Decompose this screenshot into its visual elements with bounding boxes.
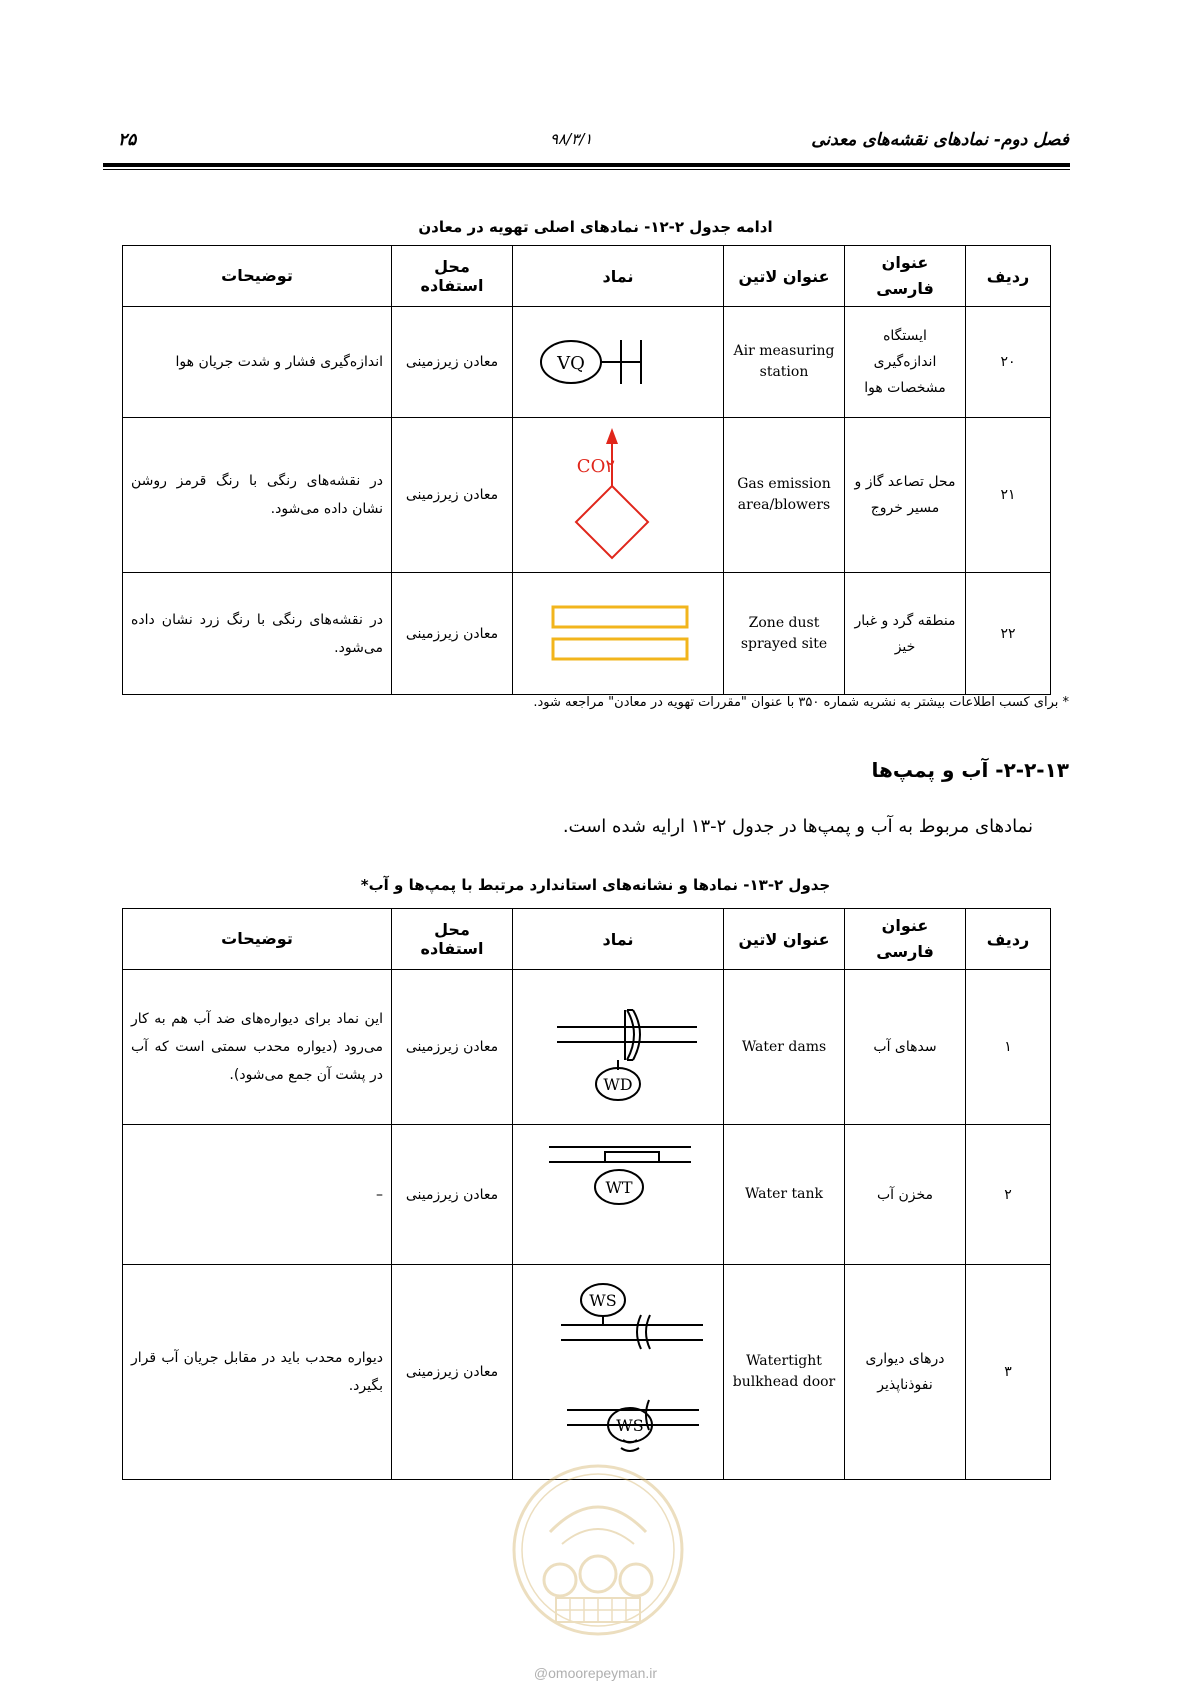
usage-location: معادن زیرزمینی [392, 307, 513, 418]
symbol-cell [513, 1265, 724, 1480]
latin-title: Watertight bulkhead door [724, 1265, 845, 1480]
col-header-latin: عنوان لاتین [724, 246, 845, 307]
page-number: ۲۵ [118, 130, 137, 150]
symbol-label: WD [603, 1075, 633, 1094]
row-number: ۲۲ [966, 573, 1051, 695]
chapter-title: فصل دوم- نمادهای نقشه‌های معدنی [811, 130, 1069, 150]
usage-location: معادن زیرزمینی [392, 1125, 513, 1265]
usage-location: معادن زیرزمینی [392, 418, 513, 573]
gas-emission-icon [513, 418, 723, 568]
water-dam-icon [513, 970, 723, 1120]
table-row [123, 970, 1051, 1125]
persian-title: سدهای آب [845, 970, 966, 1125]
latin-title: Water tank [724, 1125, 845, 1265]
watertight-door-icon [513, 1265, 723, 1475]
table13-caption: جدول ۲-۱۳- نمادها و نشانه‌های استاندارد مرتبط با پمپ‌ها و آب* [360, 876, 831, 894]
watermark-seal [510, 1462, 686, 1638]
watermark-url: @omoorepeyman.ir [533, 1665, 658, 1681]
symbol-cell [513, 307, 724, 418]
latin-title: Zone dust sprayed site [724, 573, 845, 695]
symbol-label: VQ [557, 353, 585, 374]
usage-location: معادن زیرزمینی [392, 1265, 513, 1480]
table-row [123, 418, 1051, 573]
symbol-label: WS [589, 1291, 617, 1310]
section-intro: نمادهای مربوط به آب و پمپ‌ها در جدول ۲-۱۳ ارایه شده است. [562, 816, 1033, 837]
col-header-use: محل استفاده [392, 246, 513, 307]
row-number: ۳ [966, 1265, 1051, 1480]
persian-title: درهای دیواری نفوذناپذیر [845, 1265, 966, 1480]
dust-zone-icon [513, 574, 723, 689]
col-header-symbol: نماد [513, 246, 724, 307]
symbol-cell [513, 1125, 724, 1265]
col-header-symbol: نماد [513, 909, 724, 970]
row-number: ۲ [966, 1125, 1051, 1265]
description: این نماد برای دیواره‌های ضد آب هم به کار می‌رود (دیواره محدب سمتی است که آب در پشت آن جمع می‌شود). [123, 970, 392, 1125]
col-header-latin: عنوان لاتین [724, 909, 845, 970]
table12-caption: ادامه جدول ۲-۱۲- نمادهای اصلی تهویه در معادن [418, 218, 773, 236]
col-header-desc: توضیحات [123, 909, 392, 970]
table13-header-row [123, 909, 1051, 970]
header-rule [103, 163, 1070, 167]
symbol-label: WT [605, 1178, 633, 1197]
symbol-cell [513, 970, 724, 1125]
symbol-cell [513, 573, 724, 695]
air-measuring-station-icon [513, 310, 723, 410]
col-header-fa: عنوان فارسی [845, 909, 966, 970]
table13 [122, 908, 1051, 1480]
footnote: * برای کسب اطلاعات بیشتر به نشریه شماره ۳۵۰ با عنوان "مقررات تهویه در معادن" مراجعه شود. [533, 695, 1069, 710]
col-header-use: محل استفاده [392, 909, 513, 970]
persian-title: ایستگاه اندازه‌گیری مشخصات هوا [845, 307, 966, 418]
col-header-row: ردیف [966, 909, 1051, 970]
description: در نقشه‌های رنگی با رنگ قرمز روشن نشان داده می‌شود. [123, 418, 392, 573]
table-row [123, 1125, 1051, 1265]
description: – [123, 1125, 392, 1265]
table-row [123, 1265, 1051, 1480]
latin-title: Water dams [724, 970, 845, 1125]
usage-location: معادن زیرزمینی [392, 970, 513, 1125]
header-date: ۹۸/۳/۱ [550, 130, 593, 148]
description: اندازه‌گیری فشار و شدت جریان هوا [123, 307, 392, 418]
row-number: ۲۱ [966, 418, 1051, 573]
latin-title: Air measuring station [724, 307, 845, 418]
table-row [123, 573, 1051, 695]
col-header-fa: عنوان فارسی [845, 246, 966, 307]
section-heading: ۲-۲-۱۳- آب و پمپ‌ها [871, 758, 1069, 782]
persian-title: منطقه گرد و غبار خیز [845, 573, 966, 695]
symbol-cell [513, 418, 724, 573]
latin-title: Gas emission area/blowers [724, 418, 845, 573]
persian-title: محل تصاعد گاز و مسیر خروج [845, 418, 966, 573]
water-tank-icon [513, 1125, 723, 1260]
symbol-label-2: WS [616, 1416, 644, 1435]
usage-location: معادن زیرزمینی [392, 573, 513, 695]
persian-title: مخزن آب [845, 1125, 966, 1265]
description: در نقشه‌های رنگی با رنگ زرد نشان داده می‌شود. [123, 573, 392, 695]
description: دیواره محدب باید در مقابل جریان آب قرار بگیرد. [123, 1265, 392, 1480]
row-number: ۲۰ [966, 307, 1051, 418]
col-header-desc: توضیحات [123, 246, 392, 307]
table12 [122, 245, 1051, 695]
header-rule-thin [103, 169, 1070, 170]
col-header-row: ردیف [966, 246, 1051, 307]
symbol-label: CO۲ [576, 456, 615, 477]
table12-header-row [123, 246, 1051, 307]
table-row [123, 307, 1051, 418]
row-number: ۱ [966, 970, 1051, 1125]
